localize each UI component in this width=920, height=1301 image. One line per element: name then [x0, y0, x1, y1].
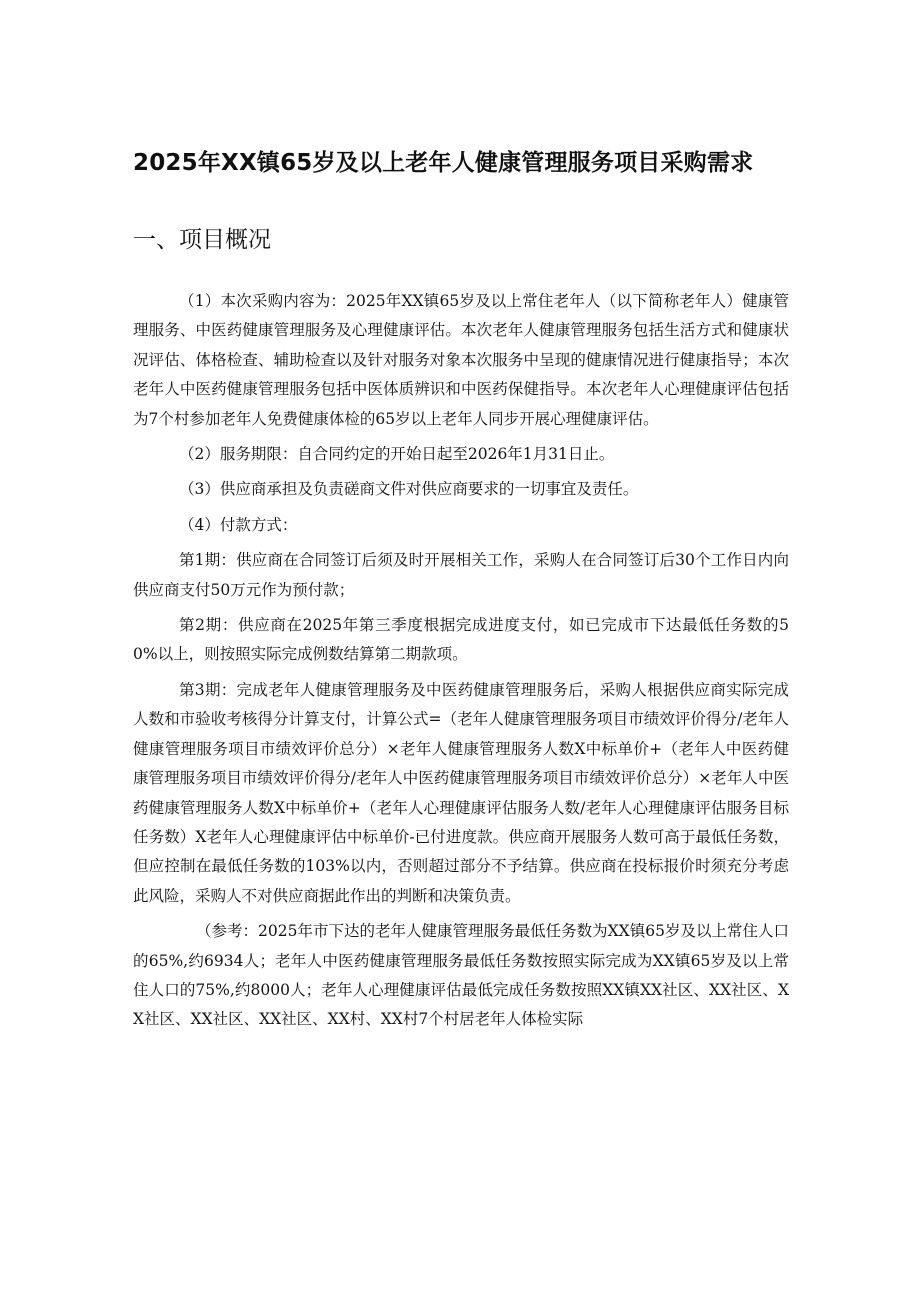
paragraph-reference-note: （参考：2025年市下达的老年人健康管理服务最低任务数为XX镇65岁及以上常住人口的65%,约6934人；老年人中医药健康管理服务最低任务数按照实际完成为XX镇65岁及以上常住人口的75%,约8000人；老年人心理健康评估最低完成任务数按照XX镇XX社区、XX社区、XX社区、XX社区、XX社区、XX村、XX村7个村居老年人体检实际 — [133, 922, 789, 1029]
paragraph-payment-phase-2: 第2期：供应商在2025年第三季度根据完成进度支付，如已完成市下达最低任务数的50%以上，则按照实际完成例数结算第二期款项。 — [133, 616, 789, 664]
paragraph-scope: （1）本次采购内容为：2025年XX镇65岁及以上常住老年人（以下简称老年人）健康管理服务、中医药健康管理服务及心理健康评估。本次老年人健康管理服务包括生活方式和健康状况评估、体格检查、辅助检查以及针对服务对象本次服务中呈现的健康情况进行健康指导；本次老年人中医药健康管理服务包括中医体质辨识和中医药保健指导。本次老年人心理健康评估包括为7个村参加老年人免费健康体检的65岁以上老年人同步开展心理健康评估。 — [133, 292, 789, 428]
paragraph-responsibility: （3）供应商承担及负责磋商文件对供应商要求的一切事宜及责任。 — [179, 480, 639, 499]
paragraph-service-period: （2）服务期限：自合同约定的开始日起至2026年1月31日止。 — [179, 445, 615, 464]
paragraph-payment-phase-1: 第1期：供应商在合同签订后须及时开展相关工作，采购人在合同签订后30个工作日内向供应商支付50万元作为预付款； — [133, 551, 789, 599]
paragraph-payment-phase-3: 第3期：完成老年人健康管理服务及中医药健康管理服务后，采购人根据供应商实际完成人数和市验收考核得分计算支付，计算公式=（老年人健康管理服务项目市绩效评价得分/老年人健康管理服务项目市绩效评价总分）×老年人健康管理服务人数X中标单价+（老年人中医药健康管理服务项目市绩效评价得分/老年人中医药健康管理服务项目市绩效评价总分）×老年人中医药健康管理服务人数X中标单价+（老年人心理健康评估服务人数/老年人心理健康评估服务目标任务数）X老年人心理健康评估中标单价-已付进度款。供应商开展服务人数可高于最低任务数，但应控制在最低任务数的103%以内，否则超过部分不予结算。供应商在投标报价时须充分考虑此风险，采购人不对供应商据此作出的判断和决策负责。 — [133, 680, 789, 905]
paragraph-payment-method: （4）付款方式： — [179, 515, 298, 534]
document-body — [133, 287, 789, 1041]
document-title: 2025年XX镇65岁及以上老年人健康管理服务项目采购需求 — [133, 150, 754, 176]
section-heading: 一、项目概况 — [133, 227, 271, 253]
